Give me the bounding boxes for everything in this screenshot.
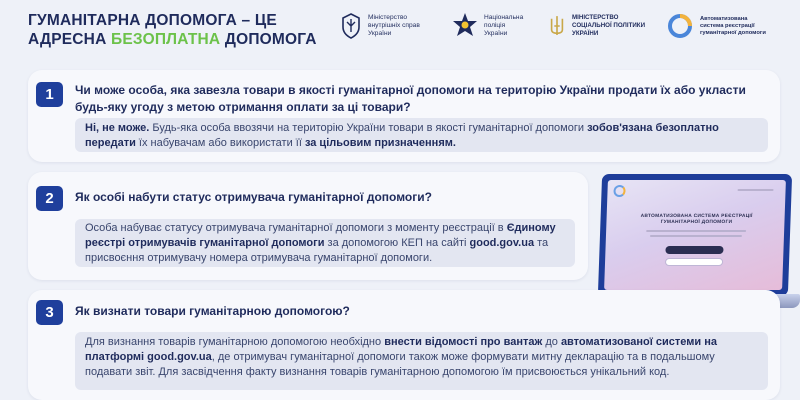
answer-segment: Особа набуває статусу отримувача гуманітарної допомоги з моменту реєстрації в [85,222,507,234]
answer-segment: до [542,336,561,348]
page-title: ГУМАНІТАРНА ДОПОМОГА – ЦЕ АДРЕСНА БЕЗОПЛАТНА ДОПОМОГА [28,12,317,48]
answer-segment: , де отримувач гуманітарної допомоги також може формувати митну декларацію та в подальшому подавати звіт. Для засвідчення факту визнання товарів гуманітарною допомогою їм присвоюється унікальний код. [85,351,715,378]
answer-text [75,332,768,390]
answer-emphasis: автоматизованої системи на платформі good.gov.ua [85,336,717,363]
answer-segment: за допомогою КЕП на сайті [324,237,470,249]
logo-ministry-internal-affairs: Міністерство внутрішніх справ України [340,12,420,40]
answer-emphasis: зобов'язана безоплатно передати [85,122,719,149]
answer-text [75,118,768,152]
answer-segment: їх набувачам або використати її [135,137,305,149]
laptop-illustration [562,168,800,308]
logo-registry-system: Автоматизована система реєстрації гуманітарної допомоги [666,12,766,40]
ministry-emblem-icon [340,12,362,40]
registry-logo-icon [613,185,625,197]
answer-emphasis: Ні, не може. [85,122,150,134]
trident-icon [548,12,566,40]
answer-segment: Будь-яка особа ввозячи на територію України товари в якості гуманітарної допомоги [149,122,588,134]
faq-card-1 [28,70,780,162]
answer-emphasis: Єдиному реєстрі отримувачів гуманітарної допомоги [85,222,556,249]
answer-emphasis: внести відомості про вантаж [384,336,543,348]
question-text: Чи може особа, яка завезла товари в якості гуманітарної допомоги на територію України продати їх або укласти будь-яку угоду з метою отримання оплати за ці товари? [75,83,746,114]
screen-title: АВТОМАТИЗОВАНА СИСТЕМА РЕЄСТРАЦІЇ ГУМАНІТАРНОЇ ДОПОМОГИ [640,214,753,225]
laptop-screen [598,174,792,296]
police-star-icon [452,12,478,40]
screen-login-button [665,246,723,254]
registry-ring-icon [666,12,694,40]
question-number: 3 [36,300,63,325]
logo-national-police: Національна поліція України [452,12,523,40]
answer-segment: та присвоєння отримувачу номера отримувача гуманітарної допомоги. [85,237,549,264]
question-text: Як особі набути статус отримувача гуманітарної допомоги? [75,190,432,204]
faq-card-3 [28,290,780,400]
answer-text [75,219,575,267]
answer-emphasis: за цільовим призначенням. [304,137,456,149]
answer-segment: Для визнання товарів гуманітарною допомогою необхідно [85,336,385,348]
logo-ministry-social-policy: МІНІСТЕРСТВО СОЦІАЛЬНОЇ ПОЛІТИКИ УКРАЇНИ [548,12,645,40]
screen-secondary-button [665,258,723,266]
question-number: 1 [36,82,63,107]
question-number: 2 [36,186,63,211]
header [0,0,800,60]
question-text: Як визнати товари гуманітарною допомогою? [75,304,350,318]
answer-emphasis: good.gov.ua [469,237,535,249]
faq-card-2 [28,172,588,280]
